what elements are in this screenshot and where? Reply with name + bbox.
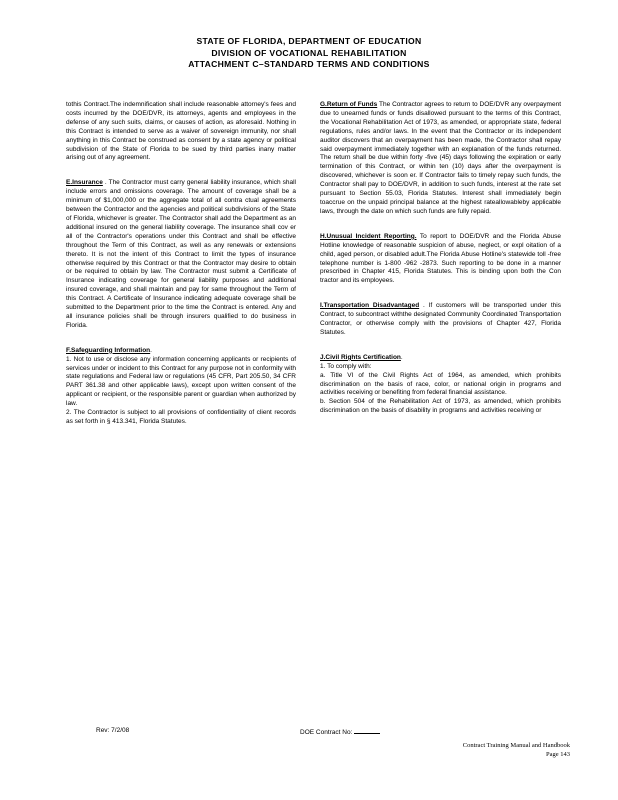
section-e-insurance	[66, 179, 296, 330]
section-e-text: . The Contractor must carry general liability insurance, which shall include errors and omissions coverage. The amount of coverage shall be a minimum of $1,000,000 or the aggregate total of all contra ctual agreements between the Contractor and the agencies and political subdivisions of the State of Florida, whichever is greater. The Contractor shall add the Department as an additional insured on the general liability coverage. The insurance shall cov er all of the Contractor's operations under this Contract and shall be effective throughout the Term of this Contract, as well as any renewals or extensions thereto. It is not the intent of this Contract to limit the types of insurance otherwise required by this Contract or that the Contractor may desire to obtain or be required to obtain by law. The Contractor must submit a Certificate of Insurance indicating coverage for general liability purposes and additional insured coverage, and shall maintain and pay for same throughout the Term of this Contract. A Certificate of Insurance indicating adequate coverage shall be submitted to the Department prior to the time the Contract is entered. Any and all insurance policies shall be through insurers qualified to do business in Florida.	[66, 179, 296, 329]
section-f-item-2: 2. The Contractor is subject to all provisions of confidentiality of client records as set forth in § 413.341, Florida Statutes.	[66, 409, 296, 425]
section-h-title: H.Unusual Incident Reporting.	[320, 232, 417, 240]
indemnification-continuation: tothis Contract.The indemnification shall include reasonable attorney's fees and costs incurred by the DOE/DVR, its attorneys, agents and employees in the defense of any such suits, claims, or causes of action, as aforesaid. Nothing in this Contract is intended to serve as a waiver of sovereign immunity, nor shall anything in this Contract be construed as consent by a state agency or political subdivision of the State of Florida to be sued by third parties inany matter arising out of any agreement.	[66, 101, 296, 162]
section-j-civil-rights	[320, 354, 561, 416]
section-f-safeguarding	[66, 347, 296, 427]
section-f-title-tail: .	[150, 346, 152, 354]
section-j-title-tail: .	[400, 353, 403, 361]
section-f-title: F.Safeguarding Information	[66, 346, 151, 354]
header-line-2: DIVISION OF VOCATIONAL REHABILITATION	[211, 47, 407, 58]
header-line-3: ATTACHMENT C–STANDARD TERMS AND CONDITIONS	[188, 59, 430, 69]
section-g-return-of-funds	[320, 101, 561, 217]
document-header	[0, 36, 618, 71]
section-g-text: The Contractor agrees to return to DOE/DVR any overpayment due to unearned funds or funds disallowed pursuant to the terms of this Contract, the Vocational Rehabilitation Act of 1973, as amended, or appropriate state, federal regulations, rules and/or laws. In the event that the Contractor or its independent auditor discovers that an overpayment has been made, the Contractor shall repay said overpayment immediately together with an explanation of the funds returned. The return shall be due within forty -five (45) days following the expiration or early termination of this Contract, or within ten (10) days after the overpayment is discovered, whichever is soon er. If Contractor fails to timely repay such funds, the Contractor shall pay to DOE/DVR, in addition to such funds, interest at the rate set pursuant to Section 55.03, Florida Statutes. Interest shall immediately begin toaccrue on the unpaid principal balance at the highest rateallowableby applicable laws, through the date on which such funds are fully repaid.	[320, 101, 561, 215]
section-g-title: G.Return of Funds	[320, 101, 378, 108]
contract-number-blank	[354, 727, 380, 734]
section-i-text: . If customers will be transported under this Contract, to subcontract withthe designated Community Coordinated Transportation Contractor, or otherwise comply with the provisions of Chapter 427, Florida Statutes.	[320, 302, 561, 336]
section-j-item-b: b. Section 504 of the Rehabilitation Act of 1973, as amended, which prohibits discrimination on the basis of disability in programs and activities receiving or	[320, 398, 561, 415]
manual-footer	[463, 741, 570, 759]
right-column	[320, 101, 561, 432]
revision-date: Rev: 7/2/08	[96, 727, 130, 734]
section-j-item-a: a. Title VI of the Civil Rights Act of 1964, as amended, which prohibits discrimination on the basis of race, color, or national origin in programs and activities receiving or benefiting from federal financial assistance.	[320, 371, 561, 397]
section-h-text: To report to DOE/DVR and the Florida Abuse Hotline knowledge of reasonable suspicion of abuse, neglect, or expl oitation of a child, aged person, or disabled adult.The Florida Abuse Hotline's statewide toll -free telephone number is 1-800 -962 -2873. Such reporting to be done in a manner prescribed in Chapter 415, Florida Statutes. This is binding upon both the Con tractor and its employees.	[320, 232, 561, 285]
section-f-item-1: 1. Not to use or disclose any information concerning applicants or recipients of services under or incident to this Contract for any purpose not in conformity with state regulations and Federal law or regulations (45 CFR, Part 205.50, 34 CFR PART 361.38 and other applicable laws), except upon written consent of the applicant or recipient, or the responsible parent or guardian when authorized by law.	[66, 355, 296, 408]
doe-contract-label: DOE Contract No:	[300, 729, 353, 736]
section-e-title: E.Insurance	[66, 179, 103, 187]
doe-contract-number	[300, 727, 380, 736]
section-j-title: J.Civil Rights Certification	[320, 353, 401, 361]
manual-title: Contract Training Manual and Handbook	[462, 742, 570, 749]
section-i-transportation	[320, 302, 561, 338]
header-line-1: STATE OF FLORIDA, DEPARTMENT OF EDUCATION	[196, 36, 422, 46]
page-number: Page 143	[545, 751, 570, 758]
left-column	[66, 101, 296, 443]
section-h-incident-reporting	[320, 233, 561, 286]
section-i-title: I.Transportation Disadvantaged	[320, 302, 420, 310]
section-j-item-1: 1. To comply with:	[320, 362, 372, 370]
